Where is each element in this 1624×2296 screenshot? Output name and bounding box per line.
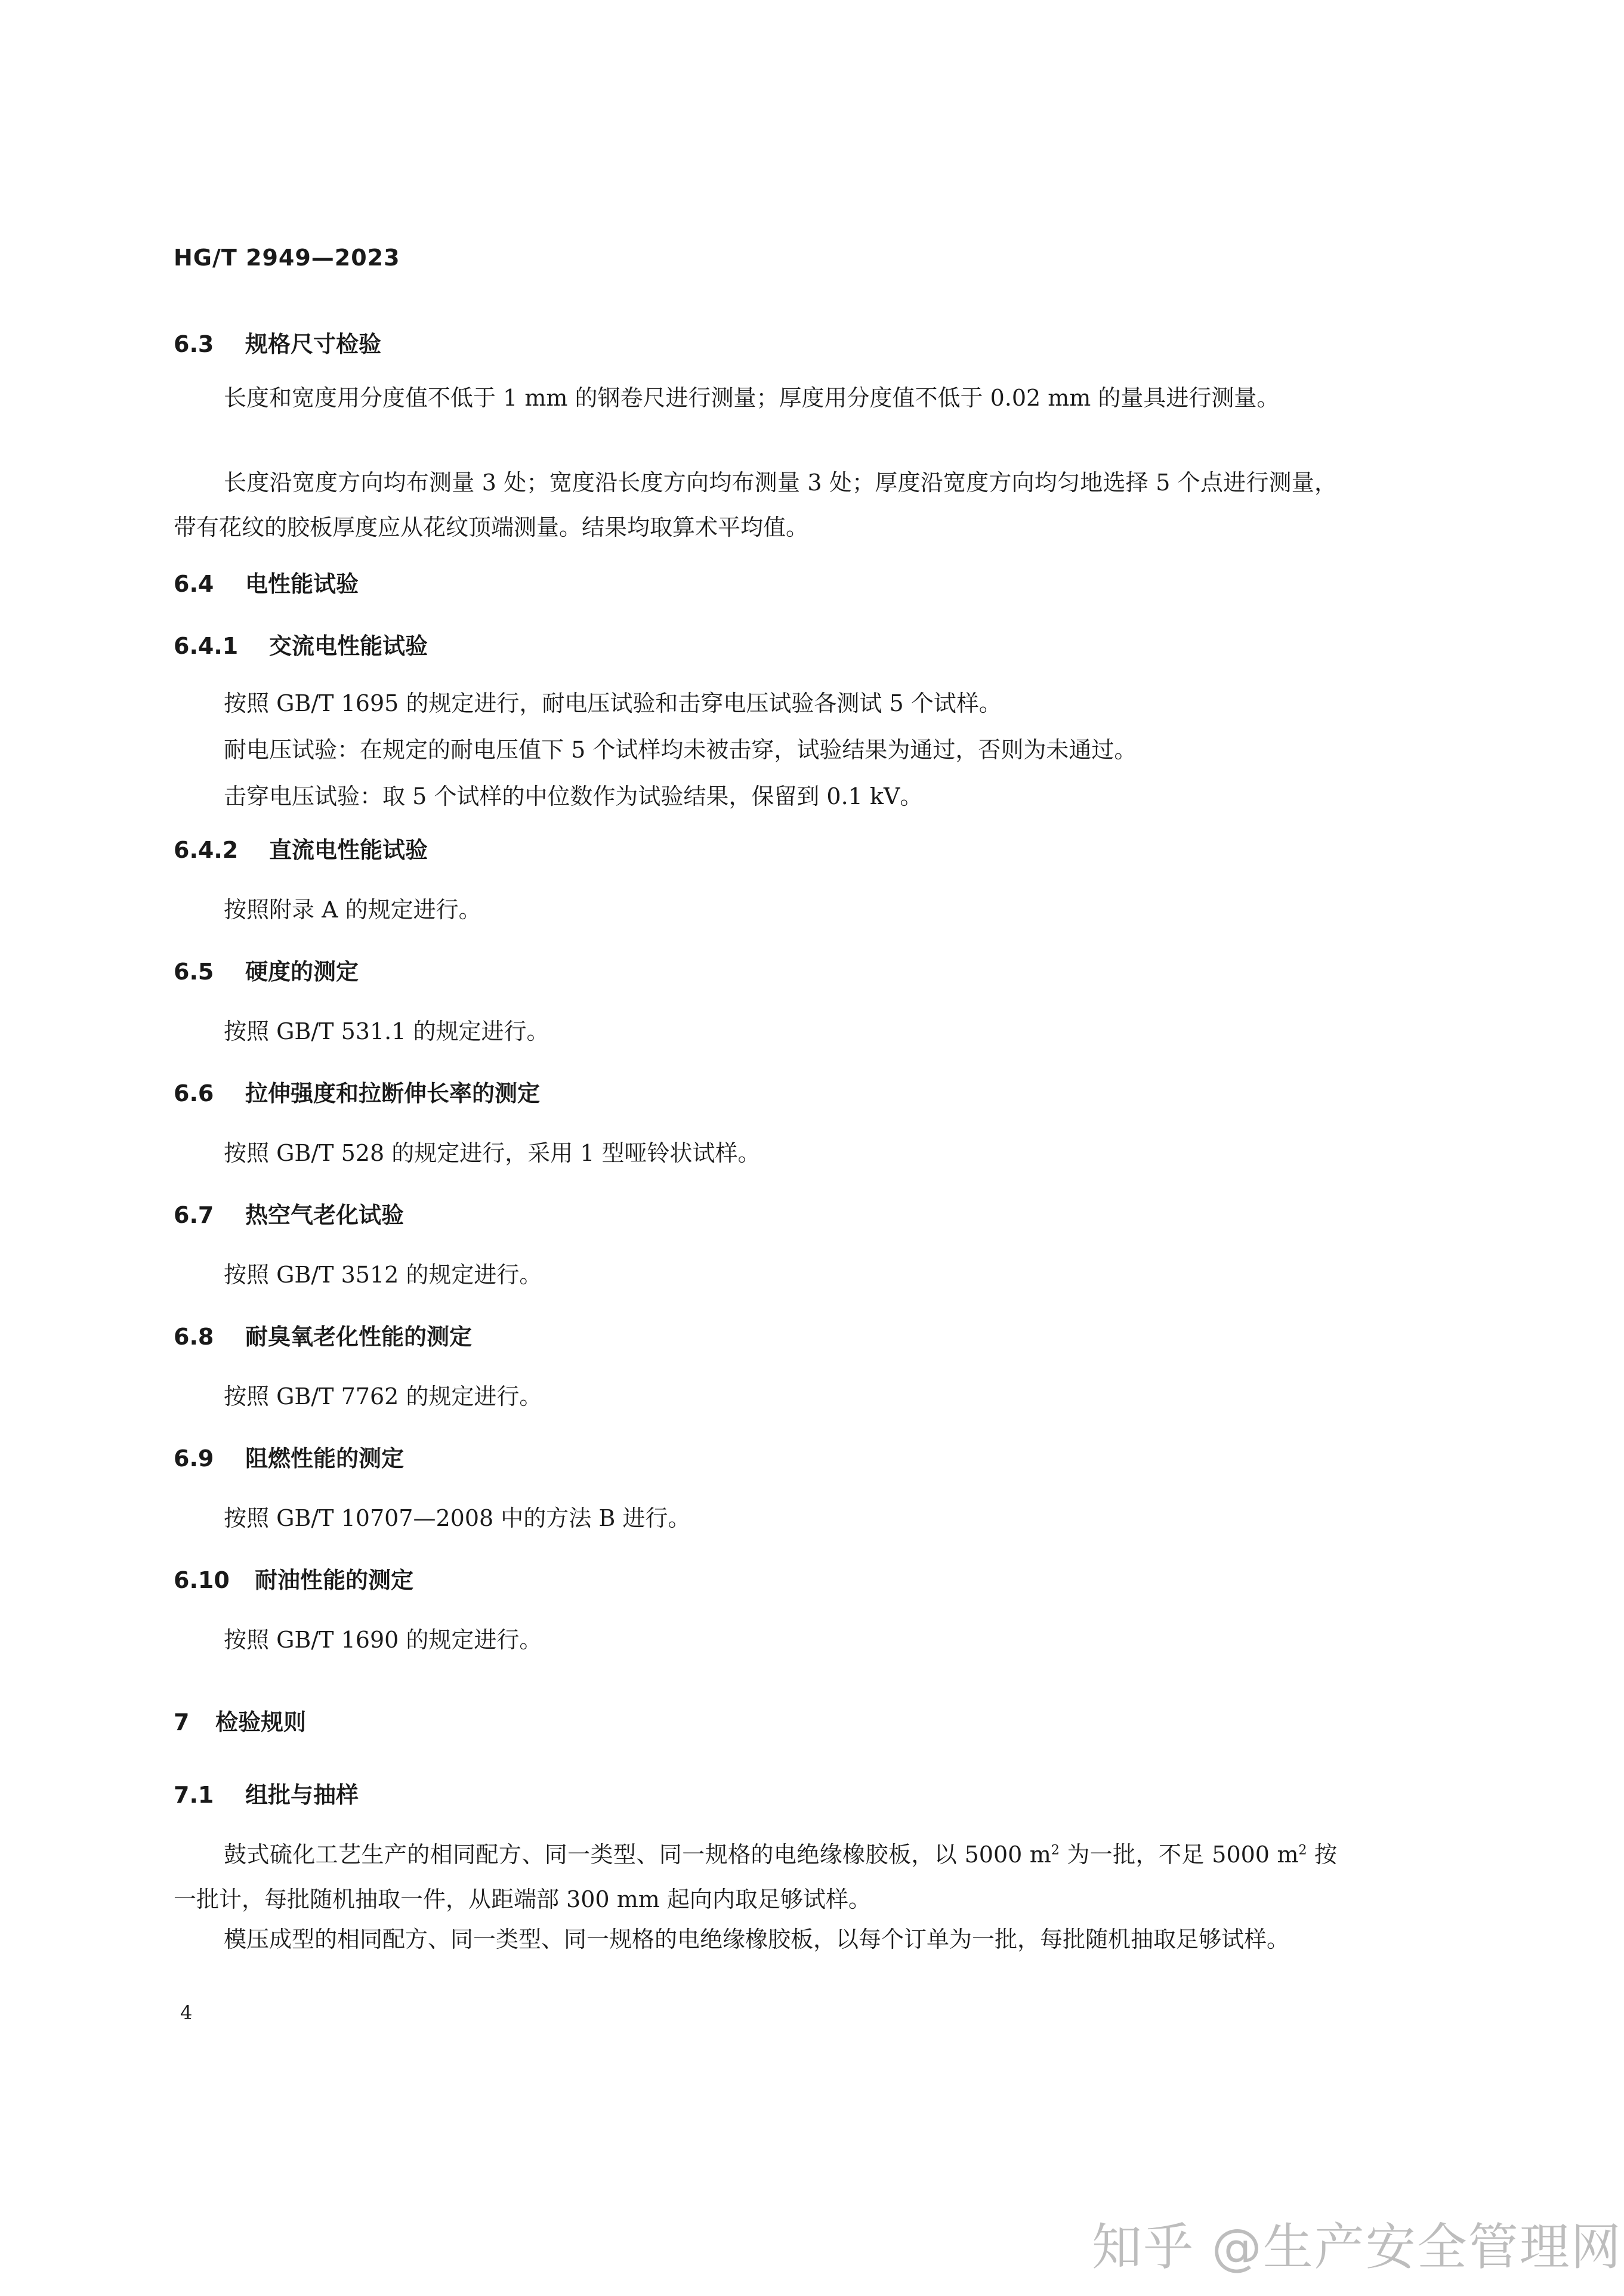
section-title: 热空气老化试验 (245, 1202, 405, 1228)
section-title: 直流电性能试验 (269, 837, 428, 863)
section-heading-6-3 (174, 329, 381, 359)
paragraph: 按照 GB/T 3512 的规定进行。 (224, 1262, 542, 1288)
section-title: 硬度的测定 (245, 959, 359, 985)
paragraph: 按照附录 A 的规定进行。 (224, 897, 481, 923)
paragraph: 按照 GB/T 1695 的规定进行，耐电压试验和击穿电压试验各测试 5 个试样。 (224, 690, 1002, 716)
superscript: 2 (1298, 1843, 1307, 1858)
watermark: 知乎 @生产安全管理网 (1092, 2218, 1622, 2276)
section-number: 6.5 (174, 959, 214, 985)
superscript: 2 (1051, 1843, 1060, 1858)
section-title: 拉伸强度和拉断伸长率的测定 (245, 1080, 541, 1107)
paragraph-text: 鼓式硫化工艺生产的相同配方、同一类型、同一规格的电绝缘橡胶板，以 5000 m (224, 1841, 1051, 1868)
section-heading-7 (174, 1707, 306, 1737)
section-number: 6.4.1 (174, 633, 239, 659)
page-number: 4 (180, 2001, 193, 2024)
paragraph: 击穿电压试验：取 5 个试样的中位数作为试验结果，保留到 0.1 kV。 (224, 783, 923, 809)
section-heading-6-6 (174, 1079, 540, 1108)
section-number: 6.6 (174, 1080, 214, 1107)
section-number: 6.9 (174, 1445, 214, 1472)
paragraph (174, 1833, 1337, 1922)
paragraph: 长度沿宽度方向均布测量 3 处；宽度沿长度方向均布测量 3 处；厚度沿宽度方向均匀地选择 5 个点进行测量，带有花纹的胶板厚度应从花纹顶端测量。结果均取算术平均值。 (174, 469, 1337, 540)
paragraph: 按照 GB/T 1690 的规定进行。 (224, 1627, 542, 1653)
section-number: 7.1 (174, 1782, 214, 1808)
section-heading-6-4-2 (174, 835, 428, 865)
document-code: HG/T 2949—2023 (174, 245, 400, 271)
section-title: 耐油性能的测定 (255, 1567, 414, 1593)
section-heading-6-8 (174, 1322, 472, 1352)
section-number: 6.4 (174, 571, 214, 597)
section-title: 交流电性能试验 (269, 633, 428, 659)
paragraph-text: 为一批，不足 5000 m (1059, 1841, 1299, 1868)
section-heading-6-5 (174, 957, 359, 987)
section-heading-6-4-1 (174, 631, 428, 661)
section-title: 耐臭氧老化性能的测定 (245, 1324, 473, 1350)
section-number: 6.8 (174, 1324, 214, 1350)
section-heading-6-10 (174, 1565, 413, 1595)
section-number: 6.3 (174, 331, 214, 357)
paragraph: 耐电压试验：在规定的耐电压值下 5 个试样均未被击穿，试验结果为通过，否则为未通过。 (224, 737, 1137, 763)
section-title: 电性能试验 (245, 571, 359, 597)
section-number: 6.4.2 (174, 837, 239, 863)
section-title: 检验规则 (215, 1709, 307, 1735)
paragraph: 按照 GB/T 7762 的规定进行。 (224, 1383, 542, 1410)
paragraph: 模压成型的相同配方、同一类型、同一规格的电绝缘橡胶板，以每个订单为一批，每批随机抽取足够试样。 (224, 1926, 1290, 1952)
section-heading-6-7 (174, 1200, 404, 1230)
section-title: 组批与抽样 (245, 1782, 359, 1808)
section-number: 7 (174, 1709, 190, 1735)
paragraph-text: 按一批计，每批随机抽取一件，从距端部 300 mm 起向内取足够试样。 (174, 1841, 1337, 1912)
section-heading-6-9 (174, 1444, 404, 1473)
section-heading-7-1 (174, 1780, 359, 1810)
section-heading-6-4 (174, 569, 359, 599)
paragraph: 长度和宽度用分度值不低于 1 mm 的钢卷尺进行测量；厚度用分度值不低于 0.02 mm 的量具进行测量。 (224, 385, 1280, 411)
paragraph: 按照 GB/T 528 的规定进行，采用 1 型哑铃状试样。 (224, 1140, 761, 1166)
paragraph: 按照 GB/T 531.1 的规定进行。 (224, 1018, 549, 1045)
section-number: 6.7 (174, 1202, 214, 1228)
section-title: 阻燃性能的测定 (245, 1445, 405, 1472)
section-title: 规格尺寸检验 (245, 331, 382, 357)
paragraph: 按照 GB/T 10707—2008 中的方法 B 进行。 (224, 1505, 691, 1531)
section-number: 6.10 (174, 1567, 230, 1593)
